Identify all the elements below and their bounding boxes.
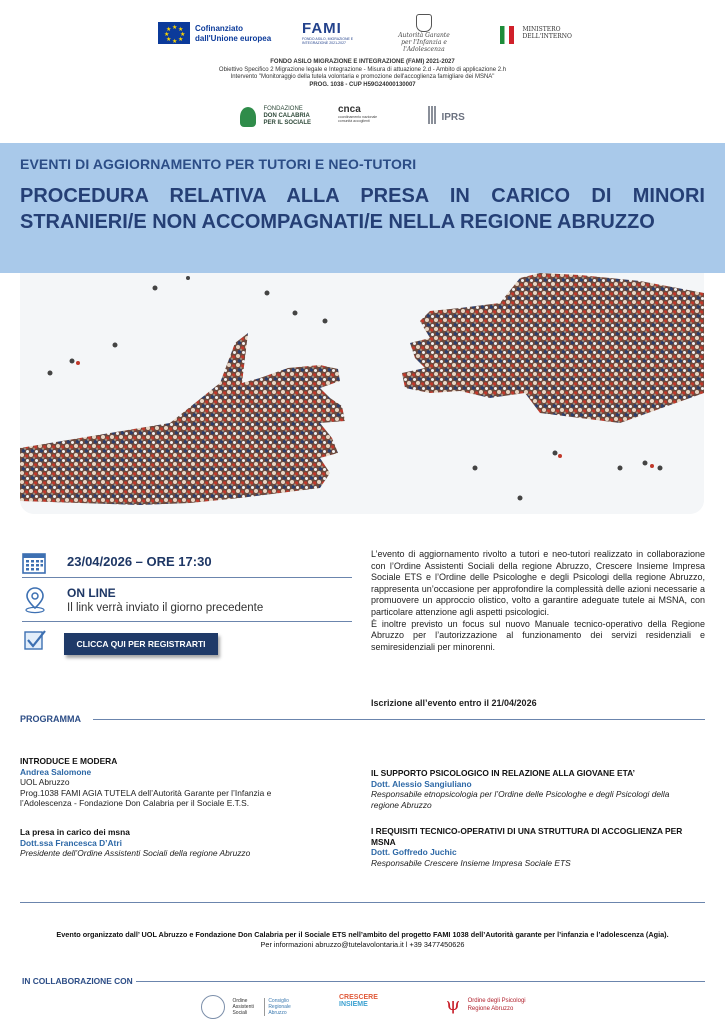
fami-logo: FAMI FONDO ASILO, MIGRAZIONE E INTEGRAZIONE 2021-2027 xyxy=(302,20,354,45)
divider xyxy=(136,981,705,982)
event-kicker: EVENTI DI AGGIORNAMENTO PER TUTORI E NEO-TUTORI xyxy=(20,156,417,172)
footer-info: Evento organizzato dall’ UOL Abruzzo e Fondazione Don Calabria per il Sociale ETS nell’ambito del progetto FAMI 1038 dell’Autorità garante per l’infanzia e l’adolescenza (Agia). Per informazioni abruzzo@tutelavolontaria.it l +39 3477450626 xyxy=(56,930,669,949)
register-button[interactable]: CLICCA QUI PER REGISTRARTI xyxy=(64,633,218,655)
iprs-bars-icon xyxy=(428,106,437,129)
divider xyxy=(20,902,705,903)
fund-info: FONDO ASILO MIGRAZIONE E INTEGRAZIONE (FAMI) 2021-2027 Obiettivo Specifico 2 Migrazione legale e Integrazione - Misura di attuazione 2.d - Ambito di applicazione 2.h Intervento "Monitoraggio della tutela volontaria e promozione dell'accoglienza famigliare dei MSNA" PROG. 1038 - CUP H59G24000130007 xyxy=(218,59,507,88)
italy-flag-icon xyxy=(500,26,514,44)
event-description xyxy=(371,549,705,653)
description-paragraph: È inoltre previsto un focus sul nuovo Manuale tecnico-operativo della Regione Abruzzo per l’autorizzazione al funzionamento dei servizi residenziali e semiresidenziali per minorenni. xyxy=(371,618,705,652)
program-item: La presa in carico dei msna Dott.ssa Francesca D’Atri Presidente dell’Ordine Assistenti Sociali della regione Abruzzo xyxy=(20,827,251,859)
ministry-logo: MINISTERO DELL'INTERNO xyxy=(500,26,572,44)
registration-deadline: Iscrizione all’evento entro il 21/04/2026 xyxy=(371,698,537,708)
don-calabria-logo: FONDAZIONE DON CALABRIA PER IL SOCIALE xyxy=(240,106,311,127)
program-label: PROGRAMMA xyxy=(20,714,81,724)
eu-logo-text: Cofinanziato dall'Unione europea xyxy=(195,24,272,43)
emblem-icon xyxy=(416,14,432,32)
description-paragraph: L’evento di aggiornamento rivolto a tutori e neo-tutori realizzato in collaborazione con l’Ordine Assistenti Sociali della regione Abruzzo, Crescere Insieme Impresa Sociale ETS e l’Ordine delle Psicologhe e degli Psicologi della regione Abruzzo, rappresenta un’occasione per approfondire la complessità delle azioni necessarie a promuovere un approccio olistico, volto a garantire adeguate tutele ai MSNA, con particolare attenzione agli aspetti psicologici. xyxy=(371,549,705,617)
event-date: 23/04/2026 – ORE 17:30 xyxy=(67,554,212,569)
location-pin-icon xyxy=(24,586,46,614)
cnca-logo: cnca coordinamento nazionale comunità accoglienti xyxy=(338,104,378,123)
program-item: INTRODUCE E MODERA Andrea Salomone UOL Abruzzo Prog.1038 FAMI AGIA TUTELA dell’Autorità Garante per l’Infanzia e l’Adolescenza - Fondazione Don Calabria per il Sociale E.T.S. xyxy=(20,756,272,809)
calendar-icon xyxy=(22,552,46,574)
checkbox-icon xyxy=(23,628,47,652)
program-item: IL SUPPORTO PSICOLOGICO IN RELAZIONE ALLA GIOVANE ETA’ Dott. Alessio Sangiuliano Responsabile etnopsicologia per l’Ordine delle Psicologhe e degli Psicologi della regione Abruzzo xyxy=(371,768,670,810)
psi-icon: ψ xyxy=(446,994,461,1015)
collaboration-label: IN COLLABORAZIONE CON xyxy=(22,976,133,986)
event-mode-detail: Il link verrà inviato il giorno precedente xyxy=(67,602,264,614)
eu-flag-logo: ★ ★ ★ ★ ★ ★ ★ ★ xyxy=(158,22,190,44)
crowd-hands-illustration xyxy=(20,273,704,514)
program-item: I REQUISITI TECNICO-OPERATIVI DI UNA STRUTTURA DI ACCOGLIENZA PER MSNA Dott. Goffredo Juchic Responsabile Crescere Insieme Impresa Sociale ETS xyxy=(371,826,683,868)
don-calabria-icon xyxy=(240,107,256,127)
divider xyxy=(22,577,352,578)
divider xyxy=(93,719,705,720)
hero-image xyxy=(20,273,704,514)
assistenti-sociali-logo: Ordine Assistenti Sociali Consiglio Regionale Abruzzo xyxy=(201,995,291,1019)
divider xyxy=(22,621,352,622)
event-mode: ON LINE xyxy=(67,586,116,600)
agia-logo: Autorità Garante per l'Infanzia e l'Adolescenza xyxy=(384,14,464,54)
iprs-logo: IPRS xyxy=(428,106,476,128)
oas-emblem-icon xyxy=(201,995,225,1019)
crescere-insieme-logo: CRESCERE INSIEME xyxy=(339,994,378,1008)
page-title: PROCEDURA RELATIVA ALLA PRESA IN CARICO DI MINORI STRANIERI/E NON ACCOMPAGNATI/E NELLA REGIONE ABRUZZO xyxy=(20,185,705,233)
ordine-psicologi-logo: ψ Ordine degli Psicologi Regione Abruzzo xyxy=(446,994,526,1015)
